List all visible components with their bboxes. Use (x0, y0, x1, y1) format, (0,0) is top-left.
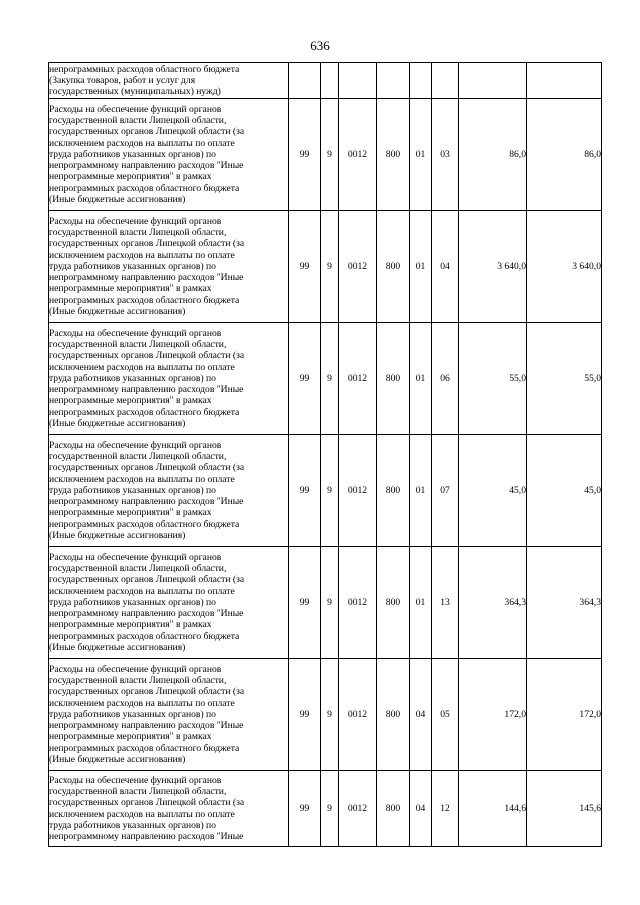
code-program: 9 (321, 659, 339, 771)
amount-1: 172,0 (459, 659, 527, 771)
code-section: 04 (410, 771, 432, 847)
code-section: 01 (410, 547, 432, 659)
code-article: 0012 (339, 771, 377, 847)
code-article: 0012 (339, 547, 377, 659)
code-ministry: 99 (289, 659, 321, 771)
amount-2: 3 640,0 (527, 211, 602, 323)
code-program: 9 (321, 323, 339, 435)
amount-1: 364,3 (459, 547, 527, 659)
page-number: 636 (310, 38, 330, 53)
row-description: Расходы на обеспечение функций органов государственной власти Липецкой области, государственных органов Липецкой области (за исключением расходов на выплаты по оплате труда работников указанных органов) по непрограммному направлению расходов "Иные непрограммные мероприятия" в рамках непрограммных расходов областного бюджета (Иные бюджетные ассигнования) (49, 659, 289, 771)
code-expense-type: 800 (377, 435, 410, 547)
code-program: 9 (321, 435, 339, 547)
code-article: 0012 (339, 435, 377, 547)
code-expense-type: 800 (377, 771, 410, 847)
code-program (321, 63, 339, 99)
row-description: Расходы на обеспечение функций органов государственной власти Липецкой области, государственных органов Липецкой области (за исключением расходов на выплаты по оплате труда работников указанных органов) по непрограммному направлению расходов "Иные непрограммные мероприятия" в рамках непрограммных расходов областного бюджета (Иные бюджетные ассигнования) (49, 211, 289, 323)
code-expense-type: 800 (377, 659, 410, 771)
code-article: 0012 (339, 659, 377, 771)
code-section: 01 (410, 99, 432, 211)
code-subsection: 13 (432, 547, 459, 659)
row-description: Расходы на обеспечение функций органов государственной власти Липецкой области, государственных органов Липецкой области (за исключением расходов на выплаты по оплате труда работников указанных органов) по непрограммному направлению расходов "Иные непрограммные мероприятия" в рамках непрограммных расходов областного бюджета (Иные бюджетные ассигнования) (49, 547, 289, 659)
row-description: Расходы на обеспечение функций органов государственной власти Липецкой области, государственных органов Липецкой области (за исключением расходов на выплаты по оплате труда работников указанных органов) по непрограммному направлению расходов "Иные (49, 771, 289, 847)
amount-1 (459, 63, 527, 99)
amount-2: 145,6 (527, 771, 602, 847)
code-expense-type (377, 63, 410, 99)
table-row (49, 99, 602, 211)
row-description: Расходы на обеспечение функций органов государственной власти Липецкой области, государственных органов Липецкой области (за исключением расходов на выплаты по оплате труда работников указанных органов) по непрограммному направлению расходов "Иные непрограммные мероприятия" в рамках непрограммных расходов областного бюджета (Иные бюджетные ассигнования) (49, 435, 289, 547)
code-subsection: 05 (432, 659, 459, 771)
code-section (410, 63, 432, 99)
code-section: 01 (410, 435, 432, 547)
code-ministry: 99 (289, 547, 321, 659)
table-row (49, 547, 602, 659)
code-subsection: 12 (432, 771, 459, 847)
code-section: 01 (410, 323, 432, 435)
code-article: 0012 (339, 211, 377, 323)
table-row (49, 659, 602, 771)
code-ministry: 99 (289, 771, 321, 847)
amount-2: 86,0 (527, 99, 602, 211)
amount-2: 172,0 (527, 659, 602, 771)
code-article: 0012 (339, 323, 377, 435)
code-article (339, 63, 377, 99)
table-row (49, 211, 602, 323)
code-ministry: 99 (289, 323, 321, 435)
code-subsection: 07 (432, 435, 459, 547)
code-section: 04 (410, 659, 432, 771)
row-description: непрограммных расходов областного бюджета (Закупка товаров, работ и услуг для государственных (муниципальных) нужд) (49, 63, 289, 99)
amount-2: 55,0 (527, 323, 602, 435)
code-program: 9 (321, 211, 339, 323)
amount-1: 45,0 (459, 435, 527, 547)
amount-1: 144,6 (459, 771, 527, 847)
code-ministry (289, 63, 321, 99)
amount-2: 364,3 (527, 547, 602, 659)
code-section: 01 (410, 211, 432, 323)
code-subsection: 04 (432, 211, 459, 323)
amount-2: 45,0 (527, 435, 602, 547)
code-subsection: 03 (432, 99, 459, 211)
code-expense-type: 800 (377, 211, 410, 323)
budget-table (48, 62, 602, 847)
code-program: 9 (321, 547, 339, 659)
code-article: 0012 (339, 99, 377, 211)
code-expense-type: 800 (377, 99, 410, 211)
table-row (49, 323, 602, 435)
amount-1: 3 640,0 (459, 211, 527, 323)
table-row (49, 435, 602, 547)
code-expense-type: 800 (377, 323, 410, 435)
code-subsection (432, 63, 459, 99)
code-ministry: 99 (289, 435, 321, 547)
code-ministry: 99 (289, 211, 321, 323)
amount-2 (527, 63, 602, 99)
amount-1: 86,0 (459, 99, 527, 211)
table-row (49, 771, 602, 847)
code-ministry: 99 (289, 99, 321, 211)
code-subsection: 06 (432, 323, 459, 435)
code-program: 9 (321, 771, 339, 847)
table-row (49, 63, 602, 99)
code-expense-type: 800 (377, 547, 410, 659)
amount-1: 55,0 (459, 323, 527, 435)
code-program: 9 (321, 99, 339, 211)
row-description: Расходы на обеспечение функций органов государственной власти Липецкой области, государственных органов Липецкой области (за исключением расходов на выплаты по оплате труда работников указанных органов) по непрограммному направлению расходов "Иные непрограммные мероприятия" в рамках непрограммных расходов областного бюджета (Иные бюджетные ассигнования) (49, 99, 289, 211)
row-description: Расходы на обеспечение функций органов государственной власти Липецкой области, государственных органов Липецкой области (за исключением расходов на выплаты по оплате труда работников указанных органов) по непрограммному направлению расходов "Иные непрограммные мероприятия" в рамках непрограммных расходов областного бюджета (Иные бюджетные ассигнования) (49, 323, 289, 435)
